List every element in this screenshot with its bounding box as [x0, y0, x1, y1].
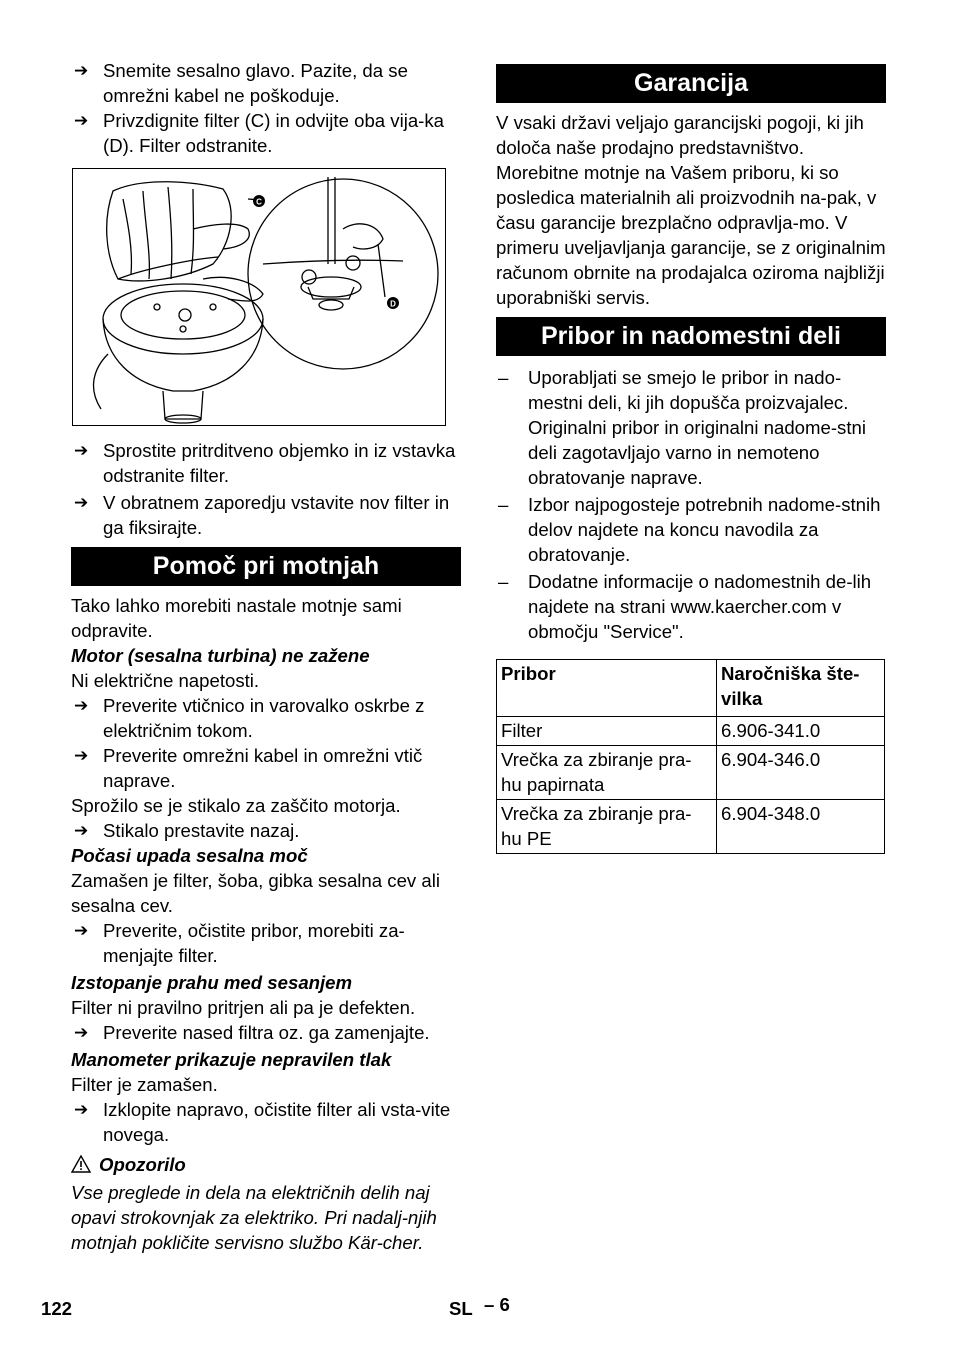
label-c: C	[256, 197, 262, 207]
step-text: Preverite vtičnico in varovalko oskrbe z električnim tokom.	[103, 695, 425, 741]
step-text: Snemite sesalno glavo. Pazite, da se omrežni kabel ne poškoduje.	[103, 60, 408, 106]
step-text: Izklopite napravo, očistite filter ali vsta-vite novega.	[103, 1099, 451, 1145]
table-cell: 6.904-346.0	[717, 746, 885, 800]
step-text: V obratnem zaporedju vstavite nov filter in ga fiksirajte.	[103, 492, 450, 538]
section-heading-warranty: Garancija	[496, 64, 886, 103]
table-row	[497, 717, 885, 746]
page-number: 122	[41, 1298, 73, 1319]
warning-title: Opozorilo	[99, 1154, 186, 1175]
warning-text: Vse preglede in dela na električnih delih naj opavi strokovnjak za elektriko. Pri nadalj-njih motnjah pokličite servisno službo Kär-cher.	[71, 1182, 437, 1253]
instruction-step	[71, 438, 461, 488]
table-cell: Filter	[497, 717, 717, 746]
arrow-right-icon: ➔	[74, 493, 89, 512]
table-cell: 6.906-341.0	[717, 717, 885, 746]
instruction-step	[71, 818, 461, 843]
warning-triangle-icon	[71, 1155, 91, 1173]
label-d: D	[390, 299, 396, 309]
warranty-text: V vsaki državi veljajo garancijski pogoji, ki jih določa naše prodajno predstavništvo. Morebitne motnje na Vašem priboru, ki so posledica materialnih ali proizvodnih na-pak, v času garancije brezplačno odpravlja-mo. V primeru uveljavljanja garancije, se z originalnim računom obrnite na prodajalca oziroma najbližji uporabniški servis.	[496, 112, 886, 308]
section-heading-accessories: Pribor in nadomestni deli	[496, 317, 886, 356]
problem-cause: Filter je zamašen.	[71, 1074, 218, 1095]
arrow-right-icon: ➔	[74, 1023, 89, 1042]
list-item-text: Izbor najpogosteje potrebnih nadome-stnih delov najdete na koncu navodila za obratovanje.	[528, 494, 881, 565]
list-item: – Uporabljati se smejo le pribor in nado-mestni deli, ki jih dopušča proizvajalec. Originalni pribor in originalni nadome-stni deli zagotavljajo varno in nemoteno obratovanje naprave.	[498, 367, 866, 488]
table-cell: 6.904-348.0	[717, 800, 885, 854]
list-item: – Dodatne informacije o nadomestnih de-lih najdete na strani www.kaercher.com v območju "Service".	[498, 571, 872, 642]
arrow-right-icon: ➔	[74, 441, 89, 460]
step-text: Privzdignite filter (C) in odvijte oba vija-ka (D). Filter odstranite.	[103, 110, 445, 156]
list-item-text: Uporabljati se smejo le pribor in nado-mestni deli, ki jih dopušča proizvajalec. Originalni pribor in originalni nadome-stni deli zagotavljajo varno in nemoteno obratovanje naprave.	[528, 367, 866, 488]
step-text: Preverite omrežni kabel in omrežni vtič naprave.	[103, 745, 423, 791]
problem-cause: Ni električne napetosti.	[71, 670, 260, 691]
problem-title: Manometer prikazuje nepravilen tlak	[71, 1049, 392, 1070]
filter-removal-illustration	[72, 168, 446, 426]
problem-title: Izstopanje prahu med sesanjem	[71, 972, 353, 993]
arrow-right-icon: ➔	[74, 111, 89, 130]
problem-title: Počasi upada sesalna moč	[71, 845, 308, 866]
intro-text: Tako lahko morebiti nastale motnje sami odpravite.	[71, 595, 402, 641]
list-item: – Izbor najpogosteje potrebnih nadome-stnih delov najdete na koncu navodila za obratovanje.	[498, 494, 881, 565]
table-row	[497, 746, 885, 800]
step-text: Preverite, očistite pribor, morebiti za-menjajte filter.	[103, 920, 405, 966]
table-header-row	[497, 660, 885, 717]
table-cell: Vrečka za zbiranje pra-hu papirnata	[497, 746, 717, 800]
list-item-text: Dodatne informacije o nadomestnih de-lih najdete na strani www.kaercher.com v območju "Service".	[528, 571, 872, 642]
accessories-list	[496, 365, 886, 644]
table-row	[497, 800, 885, 854]
language-code: SL	[449, 1298, 473, 1319]
problem-cause: Filter ni pravilno pritrjen ali pa je defekten.	[71, 997, 416, 1018]
arrow-right-icon: ➔	[74, 1100, 89, 1119]
column-header: Pribor	[497, 660, 717, 717]
arrow-right-icon: ➔	[74, 61, 89, 80]
step-text: Preverite nased filtra oz. ga zamenjajte.	[103, 1022, 430, 1043]
arrow-right-icon: ➔	[74, 821, 89, 840]
problem-cause: Sprožilo se je stikalo za zaščito motorja.	[71, 795, 401, 816]
right-column	[496, 64, 886, 854]
instruction-step	[71, 918, 461, 968]
instruction-step	[71, 1020, 461, 1045]
instruction-step	[71, 108, 461, 158]
arrow-right-icon: ➔	[74, 921, 89, 940]
instruction-step	[71, 1097, 461, 1147]
table-cell: Vrečka za zbiranje pra-hu PE	[497, 800, 717, 854]
problem-cause: Zamašen je filter, šoba, gibka sesalna cev ali sesalna cev.	[71, 870, 440, 916]
column-header: Naročniška šte-vilka	[717, 660, 885, 717]
left-column	[71, 58, 461, 1255]
section-page: – 6	[484, 1294, 510, 1315]
arrow-right-icon: ➔	[74, 696, 89, 715]
problem-title: Motor (sesalna turbina) ne zažene	[71, 645, 370, 666]
section-heading-troubleshooting: Pomoč pri motnjah	[71, 547, 461, 586]
instruction-step	[71, 58, 461, 108]
instruction-step	[71, 490, 461, 540]
instruction-step	[71, 743, 461, 793]
arrow-right-icon: ➔	[74, 746, 89, 765]
filter-drawing	[73, 169, 445, 425]
warning-heading	[71, 1152, 461, 1177]
step-text: Stikalo prestavite nazaj.	[103, 820, 300, 841]
parts-table	[496, 659, 885, 854]
step-text: Sprostite pritrditveno objemko in iz vstavka odstranite filter.	[103, 440, 456, 486]
instruction-step	[71, 693, 461, 743]
